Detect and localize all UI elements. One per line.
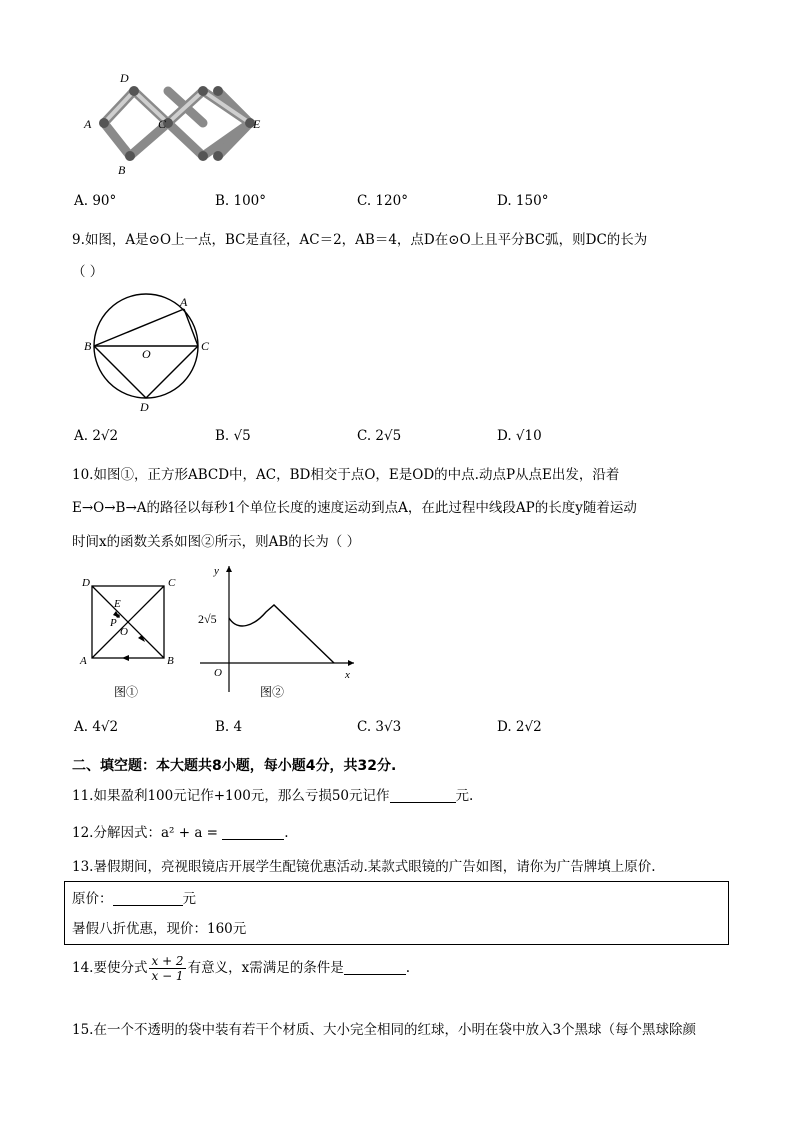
q13-discount-line: 暑假八折优惠，现价：160元 [72, 921, 247, 937]
chord-ac [184, 309, 198, 346]
q10-figure-2 [194, 560, 362, 704]
label-C: C [168, 577, 176, 589]
q9-option-a[interactable]: A. 2√2 [74, 428, 119, 444]
y-tick-label: 2√5 [198, 612, 217, 626]
q10-option-d[interactable]: D. 2√2 [497, 719, 542, 735]
q9-option-b[interactable]: B. √5 [215, 428, 251, 444]
section-2-heading: 二、填空题：本大题共8小题，每小题4分，共32分. [72, 758, 397, 774]
label-P: P [110, 617, 117, 629]
q13-original-price [72, 889, 196, 909]
label-A: A [84, 117, 92, 131]
q9-stem: 9.如图，A是⊙O上一点，BC是直径，AC＝2，AB＝4，点D在⊙O上且平分BC弧，则DC的长为 [72, 232, 648, 248]
label-D: D [140, 400, 149, 412]
q14-numerator: x + 2 [151, 954, 184, 968]
q13-stem: 13.暑假期间，亮视眼镜店开展学生配镜优惠活动.某款式眼镜的广告如图，请你为广告牌填上原价. [72, 859, 656, 875]
label-E: E [114, 598, 121, 610]
label-A: A [180, 295, 188, 309]
q13-original-price-label: 原价： [72, 891, 113, 907]
label-A: A [80, 655, 87, 667]
label-B: B [84, 339, 92, 353]
q14-fraction [149, 954, 185, 983]
fig1-caption: 图① [114, 685, 139, 699]
q10-line-1: 10.如图①，正方形ABCD中，AC，BD相交于点O，E是OD的中点.动点P从点E出发，沿着 [72, 467, 620, 483]
q14-end: . [405, 960, 410, 976]
q13-ad-box [64, 881, 729, 945]
label-E: E [253, 117, 261, 131]
x-axis-label: x [345, 669, 350, 681]
q8-option-d[interactable]: D. 150° [497, 193, 549, 209]
label-D: D [82, 577, 90, 589]
q11-answer-blank[interactable] [390, 788, 456, 803]
q11 [72, 786, 473, 806]
q15-stem: 15.在一个不透明的袋中装有若干个材质、大小完全相同的红球，小明在袋中放入3个黑球（每个黑球除颜 [72, 1022, 697, 1038]
q14-condition-text: 有意义，x需满足的条件是 [187, 960, 344, 976]
q8-option-a[interactable]: A. 90° [74, 193, 117, 209]
label-C: C [158, 117, 167, 131]
y-axis-label: y [214, 565, 219, 577]
q10-option-c[interactable]: C. 3√3 [357, 719, 402, 735]
q14-text: 14.要使分式 [72, 960, 148, 976]
q12 [72, 823, 289, 843]
q11-unit: 元. [455, 788, 474, 804]
fig2-caption: 图② [260, 685, 285, 699]
q11-text: 11.如果盈利100元记作+100元，那么亏损50元记作 [72, 788, 390, 804]
q9-figure [80, 292, 220, 412]
chord-ba [94, 309, 184, 346]
q13-unit: 元 [182, 891, 196, 907]
q14-denominator: x − 1 [151, 969, 184, 983]
label-O: O [142, 347, 151, 361]
chord-bd [94, 346, 146, 398]
label-B: B [167, 655, 174, 667]
q10-figure-1 [74, 572, 184, 704]
q9-answer-paren: （ ） [72, 264, 104, 280]
q8-option-c[interactable]: C. 120° [357, 193, 408, 209]
q9-option-d[interactable]: D. √10 [497, 428, 542, 444]
q10-line-3: 时间x的函数关系如图②所示，则AB的长为（ ） [72, 534, 361, 550]
q9-option-c[interactable]: C. 2√5 [357, 428, 402, 444]
label-O: O [120, 626, 128, 638]
chord-dc [146, 346, 198, 398]
label-D: D [120, 71, 129, 85]
label-B: B [118, 163, 126, 177]
q12-text: 12.分解因式：a² + a = [72, 825, 218, 841]
q12-end: . [284, 825, 289, 841]
path-arrows [113, 611, 145, 661]
graph-curve [229, 605, 334, 663]
q14 [72, 950, 410, 986]
q8-figure [78, 66, 278, 184]
q10-option-a[interactable]: A. 4√2 [74, 719, 119, 735]
q8-option-b[interactable]: B. 100° [215, 193, 267, 209]
q14-answer-blank[interactable] [344, 960, 406, 975]
q10-line-2: E→O→B→A的路径以每秒1个单位长度的速度运动到点A，在此过程中线段AP的长度y随着运动 [72, 500, 637, 516]
q13-price-blank[interactable] [113, 891, 183, 906]
q10-option-b[interactable]: B. 4 [215, 719, 243, 735]
label-C: C [201, 339, 210, 353]
origin-label: O [214, 667, 222, 679]
q12-answer-blank[interactable] [222, 825, 284, 840]
